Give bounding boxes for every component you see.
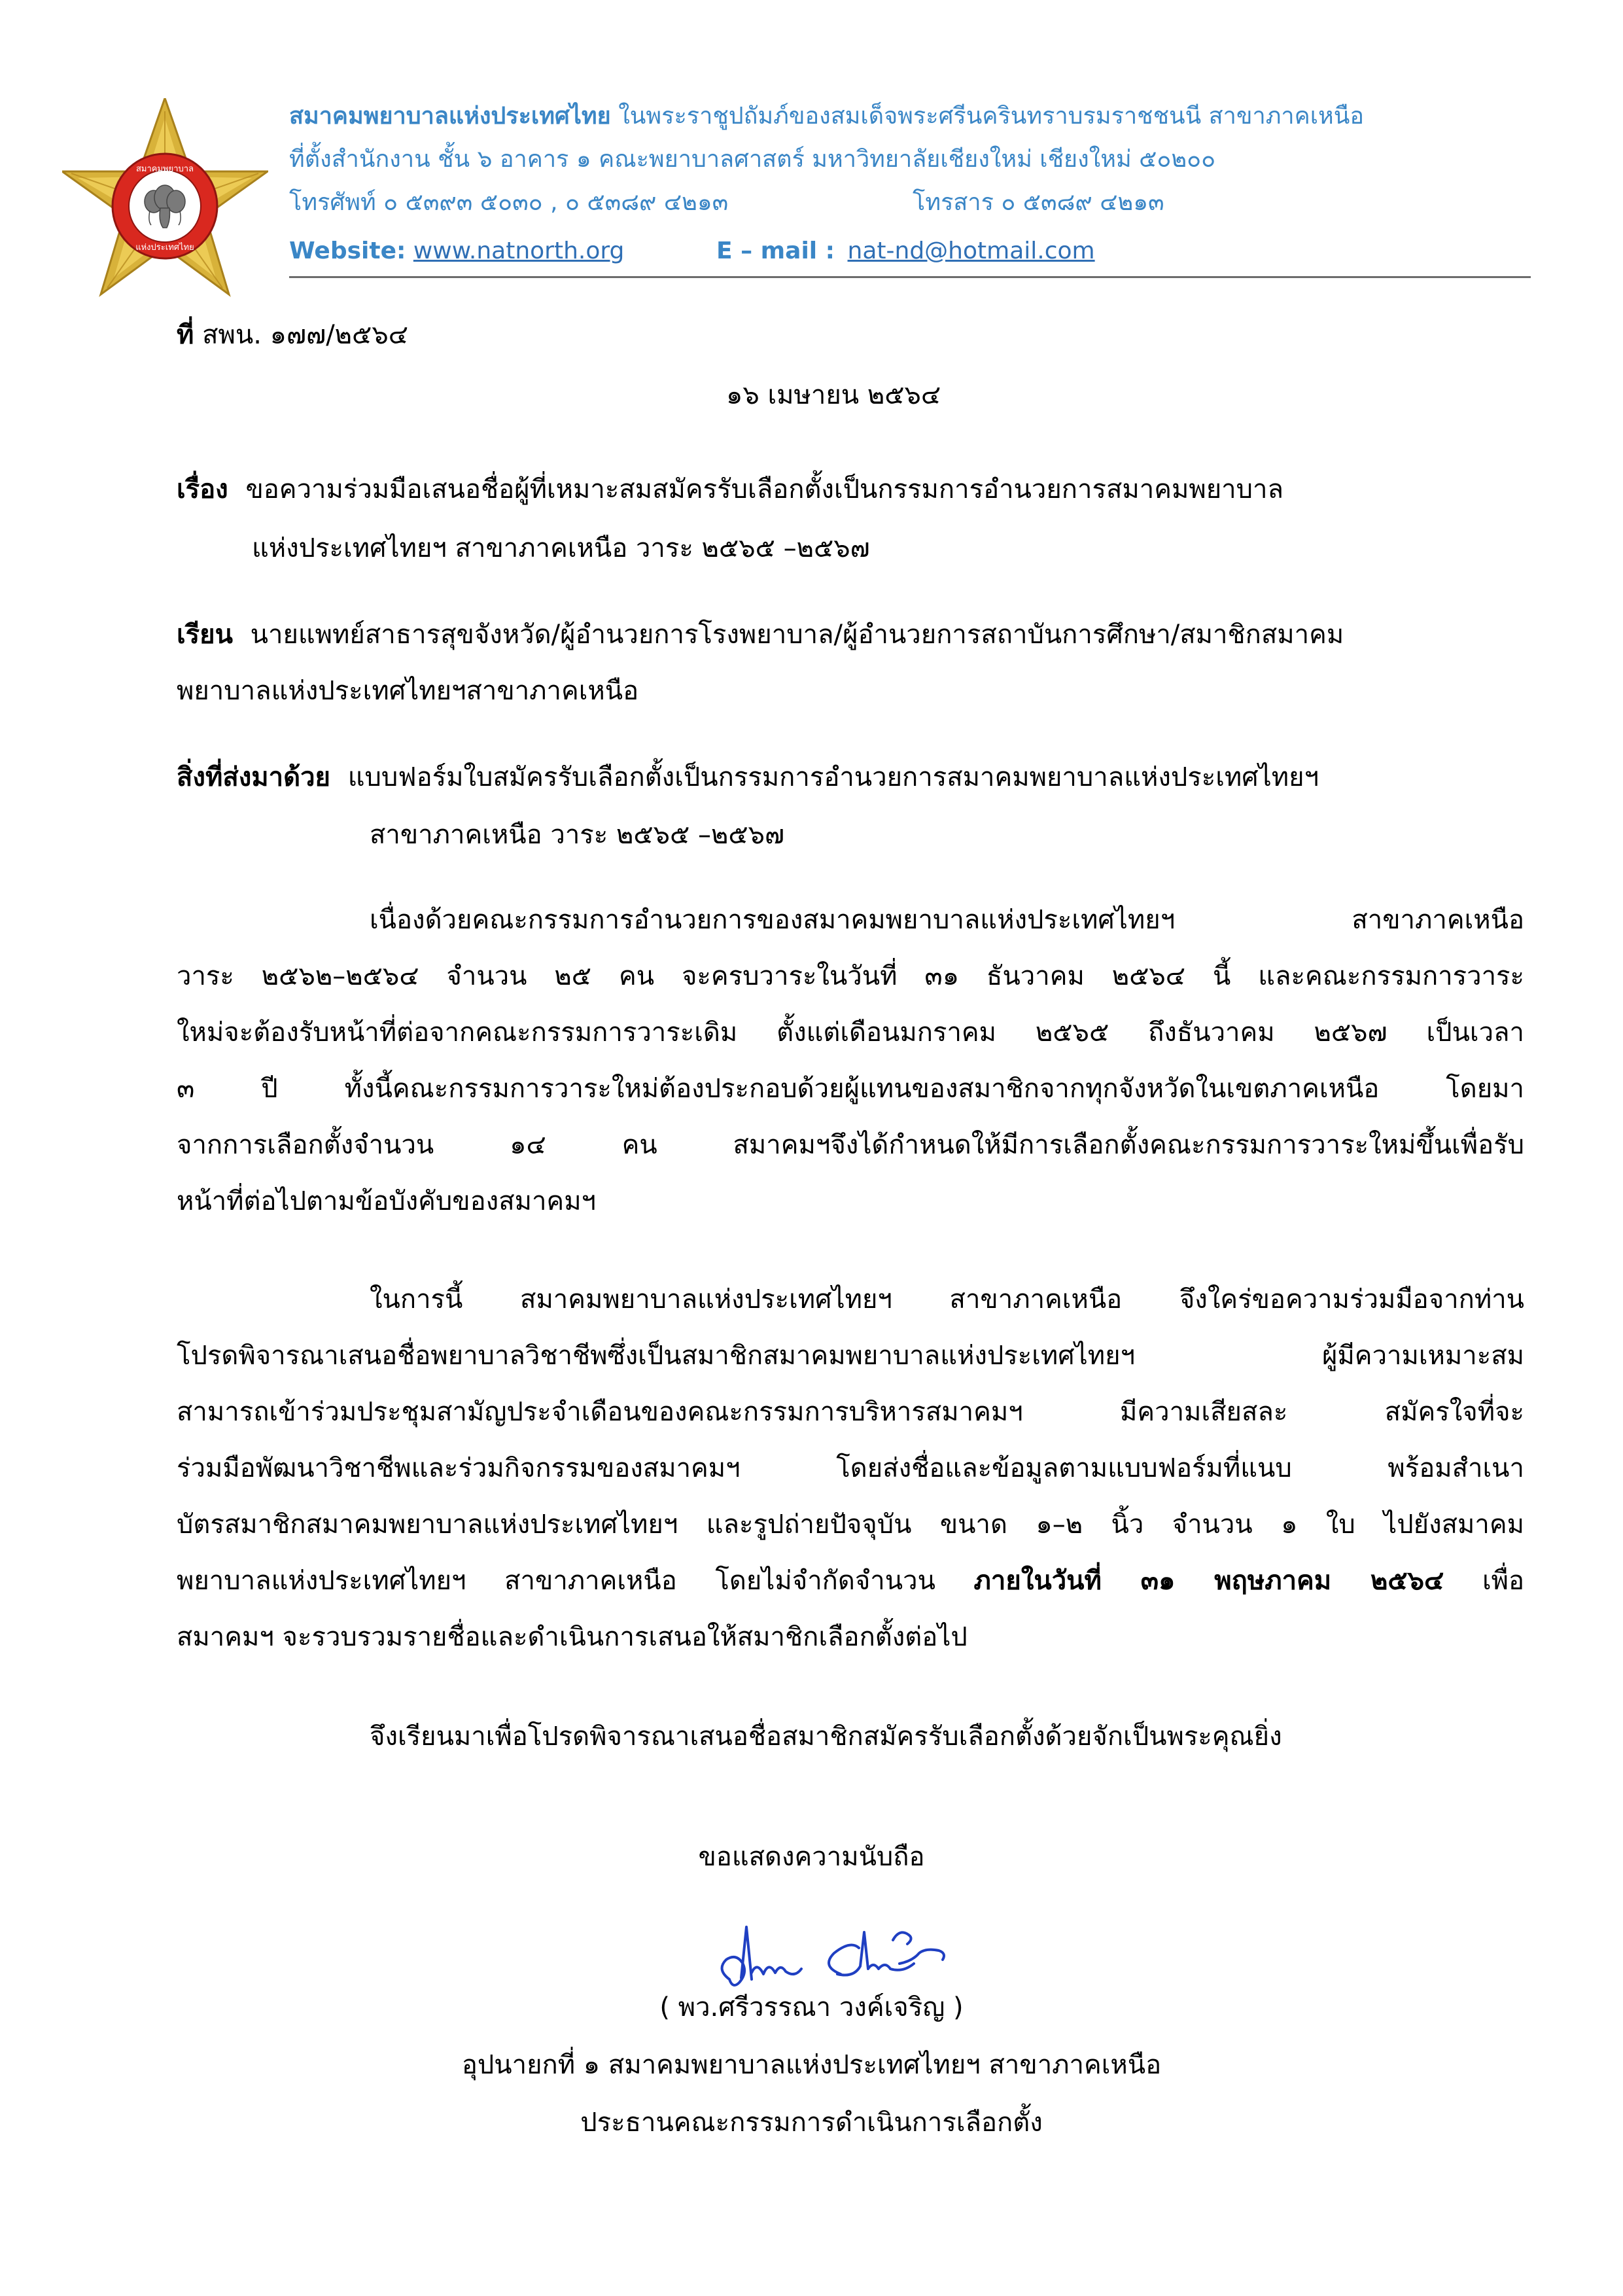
paragraph-line-deadline xyxy=(177,1568,1524,1594)
reference-label: ที่ xyxy=(177,320,194,350)
emblem-bottom-text: แห่งประเทศไทย xyxy=(135,243,194,253)
paragraph-line: สามารถเข้าร่วมประชุมสามัญประจำเดือนของคณะกรรมการบริหารสมาคมฯ มีความเสียสละ สมัครใจที่จะ xyxy=(177,1397,1524,1427)
website-row xyxy=(289,239,624,263)
addressee-text-continued: พยาบาลแห่งประเทศไทยฯสาขาภาคเหนือ xyxy=(177,676,639,706)
deadline-date: ภายในวันที่ ๓๑ พฤษภาคม ๒๕๖๔ xyxy=(973,1566,1444,1596)
addressee-text: นายแพทย์สาธารสุขจังหวัด/ผู้อำนวยการโรงพยาบาล/ผู้อำนวยการสถาบันการศึกษา/สมาชิกสมาคม xyxy=(250,620,1344,650)
signer-title: อุปนายกที่ ๑ สมาคมพยาบาลแห่งประเทศไทยฯ สาขาภาคเหนือ xyxy=(461,2050,1162,2080)
paragraph-line: บัตรสมาชิกสมาคมพยาบาลแห่งประเทศไทยฯ และรูปถ่ายปัจจุบัน ขนาด ๑–๒ นิ้ว จำนวน ๑ ใบ ไปยังสมาคม xyxy=(177,1510,1524,1540)
paragraph-line: ๓ ปี ทั้งนี้คณะกรรมการวาระใหม่ต้องประกอบด้วยผู้แทนของสมาชิกจากทุกจังหวัดในเขตภาคเหนือ โดยมา xyxy=(177,1074,1524,1104)
paragraph-line: ในการนี้ สมาคมพยาบาลแห่งประเทศไทยฯ สาขาภาคเหนือ จึงใคร่ขอความร่วมมือจากท่าน xyxy=(370,1284,1524,1315)
deadline-lead: พยาบาลแห่งประเทศไทยฯ สาขาภาคเหนือ โดยไม่จำกัดจำนวน xyxy=(177,1566,935,1596)
letterhead-divider xyxy=(289,276,1531,278)
letterhead-line-1 xyxy=(289,105,1364,128)
paragraph-line: วาระ ๒๕๖๒–๒๕๖๔ จำนวน ๒๕ คน จะครบวาระในวันที่ ๓๑ ธันวาคม ๒๕๖๔ นี้ และคณะกรรมการวาระ xyxy=(177,961,1524,991)
email-label: E – mail : xyxy=(716,238,835,264)
reference-number: สพน. ๑๗๗/๒๕๖๔ xyxy=(202,320,408,350)
valediction: ขอแสดงความนับถือ xyxy=(698,1842,925,1872)
emblem-top-text: สมาคมพยาบาล xyxy=(135,164,194,174)
website-label: Website: xyxy=(289,238,406,264)
enclosure-text-continued: สาขาภาคเหนือ วาระ ๒๕๖๕ –๒๕๖๗ xyxy=(370,820,785,850)
email-row xyxy=(716,239,1095,263)
paragraph-line: ร่วมมือพัฒนาวิชาชีพและร่วมกิจกรรมของสมาคมฯ โดยส่งชื่อและข้อมูลตามแบบฟอร์มที่แนบ พร้อมสำเนา xyxy=(177,1453,1524,1483)
subject-label: เรื่อง xyxy=(177,474,228,504)
paragraph-line: ใหม่จะต้องรับหน้าที่ต่อจากคณะกรรมการวาระเดิม ตั้งแต่เดือนมกราคม ๒๕๖๕ ถึงธันวาคม ๒๕๖๗ เป็นเวลา xyxy=(177,1017,1524,1048)
enclosure-row xyxy=(177,764,1319,790)
paragraph-line: หน้าที่ต่อไปตามข้อบังคับของสมาคมฯ xyxy=(177,1186,597,1216)
enclosure-text: แบบฟอร์มใบสมัครรับเลือกตั้งเป็นกรรมการอำนวยการสมาคมพยาบาลแห่งประเทศไทยฯ xyxy=(347,762,1319,792)
email-link[interactable]: nat-nd@hotmail.com xyxy=(847,238,1095,264)
subject-text: ขอความร่วมมือเสนอชื่อผู้ที่เหมาะสมสมัครรับเลือกตั้งเป็นกรรมการอำนวยการสมาคมพยาบาล xyxy=(245,474,1283,504)
letter-date: ๑๖ เมษายน ๒๕๖๔ xyxy=(726,380,941,410)
addressee-label: เรียน xyxy=(177,620,233,650)
signer-role: ประธานคณะกรรมการดำเนินการเลือกตั้ง xyxy=(580,2108,1043,2138)
enclosure-label: สิ่งที่ส่งมาด้วย xyxy=(177,762,330,792)
paragraph-line: สมาคมฯ จะรวบรวมรายชื่อและดำเนินการเสนอให้สมาชิกเลือกตั้งต่อไป xyxy=(177,1622,968,1652)
signer-name: ( พว.ศรีวรรณา วงค์เจริญ ) xyxy=(659,1992,964,2022)
addressee-row xyxy=(177,622,1344,648)
org-name: สมาคมพยาบาลแห่งประเทศไทย xyxy=(289,103,611,130)
closing-request: จึงเรียนมาเพื่อโปรดพิจารณาเสนอชื่อสมาชิกสมัครรับเลือกตั้งด้วยจักเป็นพระคุณยิ่ง xyxy=(370,1722,1282,1752)
paragraph-line: เนื่องด้วยคณะกรรมการอำนวยการของสมาคมพยาบาลแห่งประเทศไทยฯ สาขาภาคเหนือ xyxy=(370,905,1524,935)
association-emblem xyxy=(62,98,268,314)
subject-text-continued: แห่งประเทศไทยฯ สาขาภาคเหนือ วาระ ๒๕๖๕ –๒๕๖๗ xyxy=(252,533,870,563)
org-fax: โทรสาร ๐ ๕๓๘๙ ๔๒๑๓ xyxy=(913,189,1164,216)
paragraph-line: โปรดพิจารณาเสนอชื่อพยาบาลวิชาชีพซึ่งเป็นสมาชิกสมาคมพยาบาลแห่งประเทศไทยฯ ผู้มีความเหมาะสม xyxy=(177,1341,1524,1371)
reference-row xyxy=(177,322,408,348)
org-phone: โทรศัพท์ ๐ ๕๓๙๓ ๕๐๓๐ , ๐ ๕๓๘๙ ๔๒๑๓ xyxy=(289,189,729,216)
org-patronage: ในพระราชูปถัมภ์ของสมเด็จพระศรีนครินทราบรมราชชนนี สาขาภาคเหนือ xyxy=(618,103,1364,130)
website-link[interactable]: www.natnorth.org xyxy=(413,238,625,264)
org-address: ที่ตั้งสำนักงาน ชั้น ๖ อาคาร ๑ คณะพยาบาลศาสตร์ มหาวิทยาลัยเชียงใหม่ เชียงใหม่ ๕๐๒๐๐ xyxy=(289,146,1216,173)
subject-row xyxy=(177,476,1283,503)
paragraph-line: จากการเลือกตั้งจำนวน ๑๔ คน สมาคมฯจึงได้กำหนดให้มีการเลือกตั้งคณะกรรมการวาระใหม่ขึ้นเพื่อรับ xyxy=(177,1130,1524,1160)
deadline-tail: เพื่อ xyxy=(1482,1566,1524,1596)
